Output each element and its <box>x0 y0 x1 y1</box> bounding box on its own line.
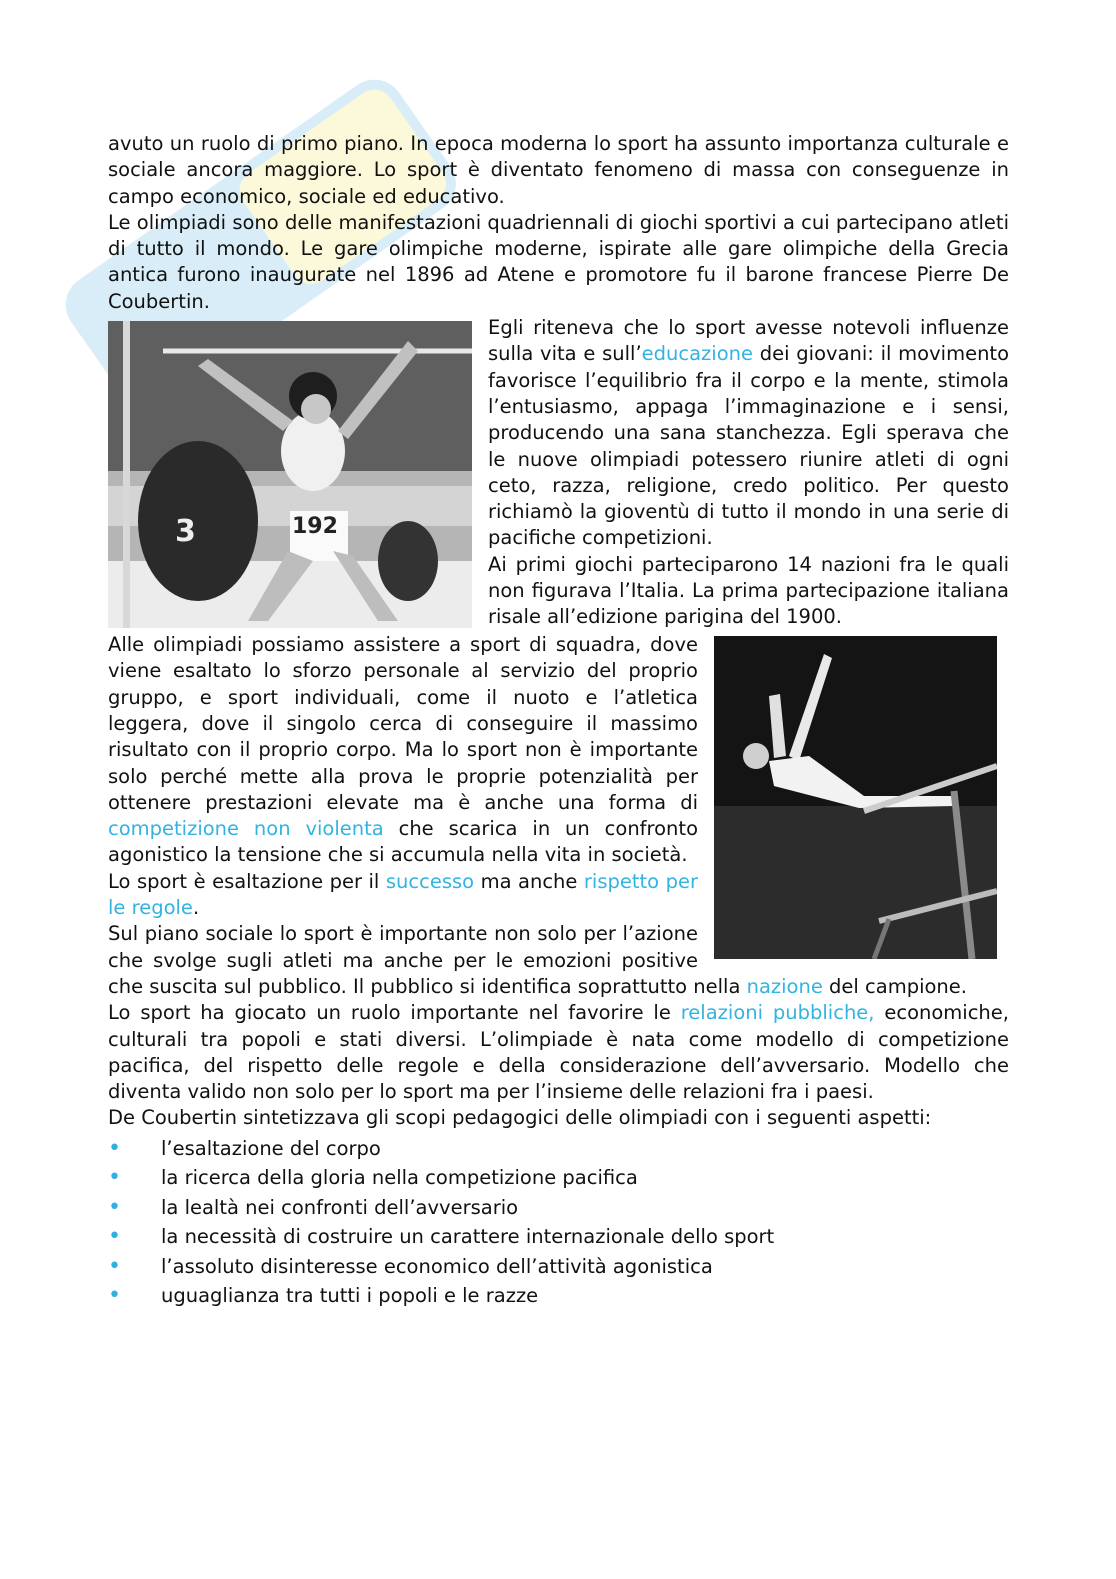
list-item <box>108 1134 1009 1164</box>
list-item-text: la ricerca della gloria nella competizione pacifica <box>161 1166 638 1190</box>
gymnast-photo-art <box>714 636 997 959</box>
paragraph-5-text-b: che scarica in un confronto agonistico la tensione che si accumula nella vita in società. <box>108 817 698 867</box>
link-rispetto-per-le-regole[interactable]: rispetto per le regole <box>108 869 698 920</box>
photographer-jersey-number: 3 <box>175 514 196 550</box>
paragraph-6-text-a: Lo sport è esaltazione per il <box>108 869 386 893</box>
paragraph-8 <box>108 1000 1009 1105</box>
paragraph-6-text-b: ma anche <box>474 869 584 893</box>
aims-list <box>108 1134 1009 1311</box>
link-relazioni-pubbliche[interactable]: relazioni pubbliche, <box>680 1001 875 1025</box>
paragraph-1: avuto un ruolo di primo piano. In epoca moderna lo sport ha assunto importanza culturale e sociale ancora maggiore. Lo sport è diventato fenomeno di massa con conseguenze in campo economico, sociale ed educativo. <box>108 132 1009 208</box>
paragraph-5-text-a: Alle olimpiadi possiamo assistere a sport di squadra, dove viene esaltato lo sforzo personale al servizio del proprio gruppo, e sport individuali, come il nuoto e l’atletica leggera, dove il singolo cerca di conseguire il massimo risultato con il proprio corpo. Ma lo sport non è importante solo perché mette alla prova le proprie potenzialità per ottenere prestazioni elevate ma è anche una forma di <box>108 633 698 814</box>
paragraph-7-text-a: Sul piano sociale lo sport è importante non solo per l’azione che svolge sugli atleti ma anche per le emozioni positive che suscita sul pubblico. Il pubblico si identifica soprattutto nella <box>108 922 747 998</box>
bullet-icon: • <box>108 1283 121 1309</box>
list-item <box>108 1163 1009 1193</box>
list-item-text: l’assoluto disinteresse economico dell’attività agonistica <box>161 1254 713 1278</box>
bullet-icon: • <box>108 1194 121 1220</box>
high-jump-photo <box>108 321 472 628</box>
paragraph-3-text-b: dei giovani: il movimento favorisce l’equilibrio fra il corpo e la mente, stimola l’entusiasmo, appaga l’immaginazione e i sensi, producendo una sana stanchezza. Egli sperava che le nuove olimpiadi potessero riunire atleti di ogni ceto, razza, religione, credo politico. Per questo richiamò la gioventù di tutto il mondo in una serie di pacifiche competizioni. <box>488 342 1009 550</box>
gymnast-photo <box>714 636 997 959</box>
list-item <box>108 1193 1009 1223</box>
list-item-text: l’esaltazione del corpo <box>161 1136 381 1160</box>
high-jump-photo-art <box>108 321 472 628</box>
list-item <box>108 1252 1009 1282</box>
bullet-icon: • <box>108 1224 121 1250</box>
list-item-text: la lealtà nei confronti dell’avversario <box>161 1195 519 1219</box>
paragraph-2: Le olimpiadi sono delle manifestazioni quadriennali di giochi sportivi a cui partecipano atleti di tutto il mondo. Le gare olimpiche moderne, ispirate alle gare olimpiche della Grecia antica furono inaugurate nel 1896 ad Atene e promotore fu il barone francese Pierre De Coubertin. <box>108 210 1009 313</box>
bullet-icon: • <box>108 1165 121 1191</box>
list-item-text: uguaglianza tra tutti i popoli e le razze <box>161 1284 539 1308</box>
paragraph-8-text-b: economiche, culturali tra popoli e stati diversi. L’olimpiade è nata come modello di competizione pacifica, del rispetto delle regole e della considerazione dell’avversario. Modello che diventa valido non solo per lo sport ma per l’insieme delle relazioni fra i paesi. <box>108 1001 1009 1104</box>
paragraph-6-text-c: . <box>192 896 200 920</box>
paragraph-9: De Coubertin sintetizzava gli scopi pedagogici delle olimpiadi con i seguenti aspetti: <box>108 1106 932 1130</box>
athlete-bib-number: 192 <box>292 514 338 540</box>
bullet-icon: • <box>108 1135 121 1161</box>
body-text <box>108 131 1009 1311</box>
link-successo[interactable]: successo <box>385 869 475 893</box>
list-item-text: la necessità di costruire un carattere internazionale dello sport <box>161 1225 775 1249</box>
list-item <box>108 1222 1009 1252</box>
bullet-icon: • <box>108 1253 121 1279</box>
paragraph-3-text-a: Egli riteneva che lo sport avesse notevoli influenze sulla vita e sull’ <box>488 316 1009 366</box>
link-educazione[interactable]: educazione <box>641 342 754 366</box>
paragraph-7-text-b: del campione. <box>822 974 967 998</box>
paragraph-4: Ai primi giochi parteciparono 14 nazioni fra le quali non figurava l’Italia. La prima partecipazione italiana risale all’edizione parigina del 1900. <box>488 552 1009 629</box>
list-item <box>108 1281 1009 1311</box>
link-nazione[interactable]: nazione <box>746 974 823 998</box>
link-competizione-non-violenta[interactable]: competizione non violenta <box>108 817 384 841</box>
paragraph-8-text-a: Lo sport ha giocato un ruolo importante nel favorire le <box>108 1001 681 1025</box>
